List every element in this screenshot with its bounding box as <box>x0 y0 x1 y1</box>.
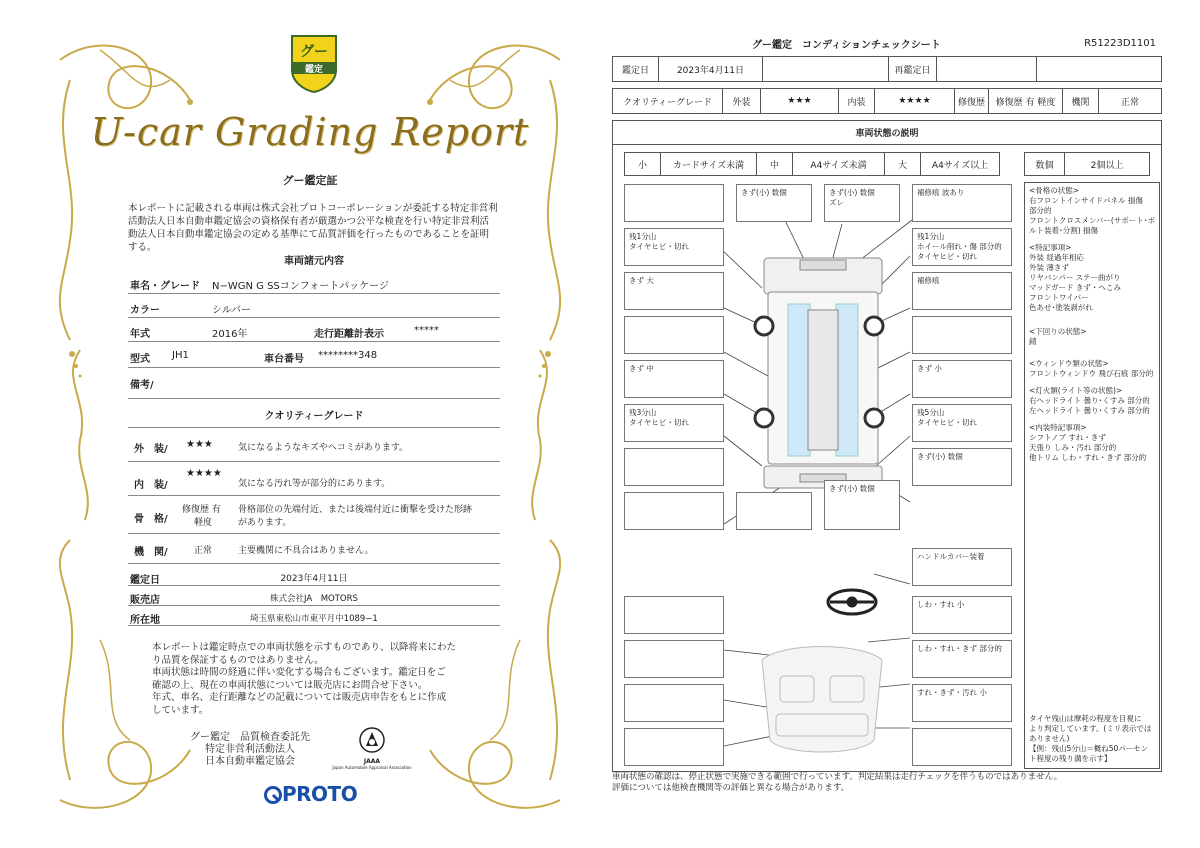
jaaa-subtext: Japan Automobile Appraisal Association <box>332 765 412 770</box>
mark-box <box>824 480 900 530</box>
findings-line: マッドガード きず・へこみ <box>1029 283 1121 292</box>
interior-label: 内装 <box>839 89 875 113</box>
frame-label: 骨 格/ <box>134 514 168 525</box>
mark-box <box>912 272 1012 310</box>
mark-text: 補修痕 波あり <box>917 188 965 197</box>
findings-group-window <box>1029 359 1155 379</box>
mark-text: きず 大 <box>629 276 654 285</box>
model-label: 型式 <box>130 354 150 365</box>
proto-mark-icon <box>264 786 282 804</box>
mark-text: 残1分山 <box>629 232 657 241</box>
address-value: 埼玉県東松山市東平月中1089−1 <box>250 614 378 624</box>
findings-line: 右ヘッドライト 曇り･くすみ 部分的 <box>1029 396 1150 405</box>
quality-label: クオリティーグレード <box>613 89 723 113</box>
footnote-line: 車両状態の確認は、停止状態で実施できる範囲で行っています。判定結果は走行チェックを伴うものではありません。 <box>612 772 1063 782</box>
mark-box-empty <box>624 316 724 354</box>
findings-line: 部分的 <box>1029 206 1052 215</box>
address-label: 所在地 <box>130 615 160 626</box>
inspect-date-value: 2023年4月11日 <box>659 57 763 81</box>
findings-line: 右フロントインサイドパネル 損傷 <box>1029 196 1143 205</box>
proto-logo <box>264 782 357 806</box>
mark-text: しわ・すれ・きず 部分的 <box>917 644 1002 653</box>
interior-stars: ★★★★ <box>875 89 955 113</box>
findings-heading: <骨格の状態> <box>1029 186 1080 195</box>
mark-text: ホイール削れ・傷 部分的 <box>917 242 1002 251</box>
color-value: シルバー <box>212 305 252 316</box>
mark-box-empty <box>912 728 1012 766</box>
year-value: 2016年 <box>212 329 248 340</box>
spec-row-remarks <box>128 370 500 396</box>
findings-line: 錆 <box>1029 337 1037 346</box>
quality-row-exterior <box>128 430 500 462</box>
findings-heading: <下回りの状態> <box>1029 327 1087 336</box>
findings-line: 他トリム しわ・すれ・きず 部分的 <box>1029 453 1147 462</box>
mark-text: タイヤヒビ・切れ <box>917 252 977 261</box>
mark-box-empty <box>624 728 724 766</box>
mark-box-empty <box>624 684 724 722</box>
spec-row-year <box>128 320 500 342</box>
engine-value: 正常 <box>194 546 213 556</box>
note-line: 本レポートは鑑定時点での車両状態を示すものであり、以降将来にわた <box>152 642 457 653</box>
note-line: り品質を保証するものではありません。 <box>152 654 324 666</box>
frame-desc-2: があります。 <box>238 518 292 528</box>
name-value: N−WGN G SSコンフォートパッケージ <box>212 281 389 292</box>
info-row-date <box>128 566 500 586</box>
tyre-note-line: ト程度の残り溝を示す】 <box>1029 754 1112 763</box>
year-label: 年式 <box>130 329 150 340</box>
count-label: 数個 <box>1025 153 1065 175</box>
grade-row <box>612 88 1162 114</box>
mark-box <box>912 684 1012 722</box>
association-line: グー鑑定 品質検査委託先 <box>190 732 310 743</box>
jaaa-emblem-icon <box>358 726 386 754</box>
mark-text: 残3分山 <box>629 408 657 417</box>
findings-line: 左ヘッドライト 曇り･くすみ 部分的 <box>1029 406 1150 415</box>
frame-desc-1: 骨格部位の先端付近、または後端付近に衝撃を受けた形跡 <box>238 505 473 515</box>
grading-certificate <box>40 20 580 820</box>
mark-box <box>736 184 812 222</box>
size-large-desc: A4サイズ以上 <box>931 160 989 171</box>
findings-line: 色あせ･塗装剥がれ <box>1029 303 1093 312</box>
count-legend <box>1024 152 1150 176</box>
date-row-blank-2 <box>1037 57 1161 81</box>
findings-line: フロントウィンドウ 飛び石痕 部分的 <box>1029 369 1154 378</box>
quality-section <box>128 398 500 428</box>
engine-label: 機 関/ <box>134 547 168 558</box>
date-value: 2023年4月11日 <box>280 574 348 584</box>
mark-text: ハンドルカバー装着 <box>917 552 985 561</box>
mark-box <box>824 184 900 222</box>
findings-line: フロントクロスメンバー(サポート･ボ <box>1029 216 1156 225</box>
exterior-label: 外 装/ <box>134 444 168 455</box>
spec-row-color <box>128 296 500 318</box>
date-row <box>612 56 1162 82</box>
findings-heading: <内装特記事項> <box>1029 423 1087 432</box>
sheet-title: グー鑑定 コンディションチェックシート <box>752 40 941 51</box>
mark-text: タイヤヒビ・切れ <box>917 418 977 427</box>
mark-box-empty <box>624 596 724 634</box>
steering-wheel-icon <box>828 590 876 614</box>
mark-text: きず 中 <box>629 364 654 373</box>
mark-text: きず(小) 数個 <box>829 188 875 197</box>
findings-group-lights <box>1029 386 1155 416</box>
mark-text: きず 小 <box>917 364 942 373</box>
mark-text: 残5分山 <box>917 408 945 417</box>
condition-title: 車両状態の説明 <box>613 121 1161 145</box>
association-line: 特定非営利活動法人 <box>205 744 295 755</box>
name-label: 車名・グレード <box>130 281 200 292</box>
interior-label: 内 装/ <box>134 480 168 491</box>
mark-box <box>624 228 724 266</box>
note-line: 確認の上、現在の車両状態については販売店にお問合せ下さい。 <box>152 679 428 691</box>
size-mid-label: 中 <box>757 153 793 175</box>
badge-bottom-text: 鑑定 <box>304 65 324 75</box>
certificate-notes <box>152 642 482 717</box>
sheet-code: R51223D1101 <box>1084 38 1156 49</box>
note-line: 年式、車名、走行距離などの記載については販売店申告をもとに作成 <box>152 692 447 703</box>
inspect-date-label: 鑑定日 <box>613 57 659 81</box>
sheet-footnote <box>612 772 1172 794</box>
certificate-intro: 本レポートに記載される車両は株式会社プロトコーポレーションが委託する特定非営利活動法人日本自動車鑑定協会の資格保有者が厳選かつ公平な検査を行い特定非営利活動法人日本自動車鑑定協会の定める基準にて品質評価を行ったものであることを証明する。 <box>128 203 498 253</box>
mark-box <box>912 360 1012 398</box>
mark-box-empty <box>624 640 724 678</box>
mark-box <box>624 360 724 398</box>
exterior-stars: ★★★ <box>761 89 839 113</box>
goo-appraisal-badge-icon <box>288 32 340 94</box>
quality-row-frame <box>128 498 500 534</box>
chassis-label: 車台番号 <box>264 354 304 365</box>
frame-value-2: 軽度 <box>194 518 213 528</box>
association-line: 日本自動車鑑定協会 <box>205 756 295 767</box>
findings-group-frame <box>1029 186 1155 236</box>
condition-check-sheet <box>612 34 1164 804</box>
size-mid-desc: A4サイズ未満 <box>793 153 885 175</box>
mark-text: すれ・きず・汚れ 小 <box>917 688 987 697</box>
tyre-note-line: ありません) <box>1029 734 1070 743</box>
spec-section-title: 車両諸元内容 <box>284 256 344 267</box>
mark-box <box>912 640 1012 678</box>
info-row-dealer <box>128 588 500 606</box>
repair-value: 修復歴 有 軽度 <box>989 89 1063 113</box>
mark-text: タイヤヒビ・切れ <box>629 242 689 251</box>
jaaa-text: JAAA <box>363 758 381 765</box>
mark-box <box>624 404 724 442</box>
mark-box <box>912 228 1012 266</box>
findings-line: 外装 薄きず <box>1029 263 1069 272</box>
findings-line: シフトノブ すれ・きず <box>1029 433 1106 442</box>
mark-box <box>912 548 1012 586</box>
footnote-line: 評価については他検査機関等の評価と異なる場合があります。 <box>612 783 850 793</box>
mark-text: 補修痕 <box>917 276 940 285</box>
exterior-desc: 気になるようなキズやヘコミがあります。 <box>238 443 409 453</box>
tyre-note <box>1029 714 1155 764</box>
findings-line: 外装 経過年相応 <box>1029 253 1084 262</box>
mark-text: 残1分山 <box>917 232 945 241</box>
findings-heading: <灯火類(ライト等の状態)> <box>1029 386 1123 395</box>
mark-text: しわ・すれ 小 <box>917 600 965 609</box>
exterior-stars: ★★★ <box>186 439 213 450</box>
mark-box <box>912 448 1012 486</box>
mark-text: きず(小) 数個 <box>829 484 875 493</box>
color-label: カラー <box>130 305 160 316</box>
jaaa-logo <box>332 726 412 770</box>
findings-line: 天張り しみ・汚れ 部分的 <box>1029 443 1117 452</box>
size-legend <box>624 152 1000 176</box>
tyre-note-line: 【例：残山5分山＝概ね50パーセン <box>1029 744 1149 753</box>
size-large-label: 大 <box>885 153 921 175</box>
mark-box <box>912 404 1012 442</box>
dealer-label: 販売店 <box>130 595 160 606</box>
mark-text: きず(小) 数個 <box>917 452 963 461</box>
certificate-subtitle: グー鑑定証 <box>282 174 338 187</box>
spec-row-model <box>128 344 500 368</box>
report-script-title: U-car Grading Report <box>90 110 530 154</box>
note-line: 車両状態は時間の経過に伴い変化する場合もございます。鑑定日をご <box>152 667 446 678</box>
tyre-note-line: タイヤ残山は摩耗の程度を目視に <box>1029 714 1142 723</box>
model-value: JH1 <box>172 350 189 361</box>
exterior-label: 外装 <box>723 89 761 113</box>
findings-group-underbody <box>1029 327 1155 347</box>
mark-box <box>624 272 724 310</box>
info-row-address <box>128 608 500 626</box>
proto-logo-text: PROTO <box>282 782 358 806</box>
chassis-value: ********348 <box>318 350 378 361</box>
mark-text: きず(小) 数個 <box>741 188 787 197</box>
engine-value: 正常 <box>1120 97 1139 108</box>
reinspect-value <box>937 57 1037 81</box>
date-row-blank <box>763 57 889 81</box>
quality-row-interior <box>128 464 500 496</box>
repair-label: 修復歴 <box>955 89 989 113</box>
mark-box-empty <box>624 184 724 222</box>
quality-row-engine <box>128 536 500 564</box>
mark-box-empty <box>912 316 1012 354</box>
interior-stars: ★★★★ <box>186 468 222 479</box>
mileage-value: ***** <box>414 325 439 336</box>
association-block <box>180 732 320 768</box>
note-line: しています。 <box>152 704 209 716</box>
mark-box <box>912 596 1012 634</box>
size-small-label: 小 <box>625 153 661 175</box>
mileage-label: 走行距離計表示 <box>314 329 384 340</box>
engine-label: 機関 <box>1063 89 1099 113</box>
findings-group-special <box>1029 243 1155 313</box>
findings-panel <box>1024 182 1160 769</box>
findings-group-interior <box>1029 423 1155 463</box>
badge-top-text: グー <box>300 44 328 60</box>
remarks-label: 備考/ <box>130 380 154 391</box>
findings-line: リヤバンパー ステー曲がり <box>1029 273 1121 282</box>
frame-value-1: 修復歴 有 <box>182 505 221 515</box>
size-small-desc: カードサイズ未満 <box>661 153 757 175</box>
tyre-note-line: より判定しています。(ミリ表示では <box>1029 724 1152 733</box>
mark-box-empty <box>736 492 812 530</box>
mark-text: タイヤヒビ・切れ <box>629 418 689 427</box>
mark-box-empty <box>624 492 724 530</box>
quality-section-title: クオリティーグレード <box>264 411 364 422</box>
mark-box <box>912 184 1012 222</box>
mark-box-empty <box>624 448 724 486</box>
findings-heading: <ウィンドウ類の状態> <box>1029 359 1109 368</box>
mark-text: ズレ <box>829 198 844 207</box>
dealer-value: 株式会社JA MOTORS <box>270 594 358 604</box>
reinspect-label: 再鑑定日 <box>889 57 937 81</box>
findings-line: ルト装着･分割) 損傷 <box>1029 226 1099 235</box>
findings-line: フロントワイパー <box>1029 293 1089 302</box>
count-value: 2個以上 <box>1090 160 1124 171</box>
engine-desc: 主要機関に不具合はありません。 <box>238 546 374 556</box>
date-label: 鑑定日 <box>130 575 160 586</box>
spec-row-name <box>128 272 500 294</box>
findings-heading: <特記事項> <box>1029 243 1072 252</box>
interior-desc: 気になる汚れ等が部分的にあります。 <box>238 479 391 489</box>
